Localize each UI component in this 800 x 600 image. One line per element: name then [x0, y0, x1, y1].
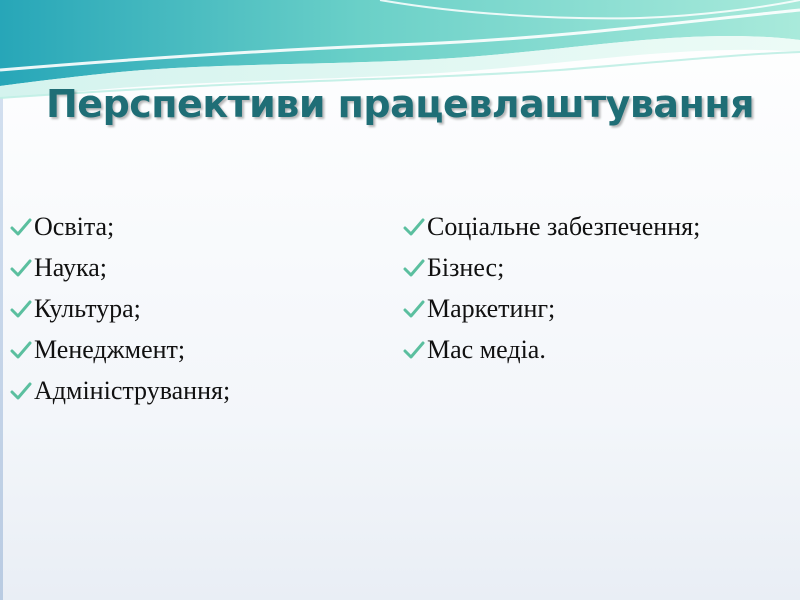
checkmark-icon: [10, 217, 32, 237]
checkmark-icon: [403, 299, 425, 319]
checkmark-icon: [403, 217, 425, 237]
left-bullet-list: [10, 206, 230, 411]
list-item-label: Освіта;: [34, 211, 115, 241]
list-item: [403, 288, 700, 329]
list-item: [10, 329, 230, 370]
checkmark-icon: [403, 340, 425, 360]
right-bullet-list: [403, 206, 700, 370]
checkmark-icon: [10, 299, 32, 319]
checkmark-icon: [403, 258, 425, 278]
checkmark-icon: [10, 381, 32, 401]
list-item: [403, 247, 700, 288]
list-item: [10, 206, 230, 247]
checkmark-icon: [10, 258, 32, 278]
list-item: [10, 370, 230, 411]
list-item: [403, 206, 700, 247]
list-item-label: Соціальне забезпечення;: [427, 211, 701, 241]
list-item-label: Культура;: [34, 293, 141, 323]
list-item-label: Менеджмент;: [34, 334, 186, 364]
list-item-label: Бізнес;: [427, 252, 505, 282]
list-item: [403, 329, 700, 370]
list-item-label: Наука;: [34, 252, 107, 282]
list-item-label: Адміністрування;: [34, 375, 231, 405]
list-item: [10, 288, 230, 329]
slide-title: Перспективи працевлаштування: [46, 82, 754, 126]
list-item-label: Маркетинг;: [427, 293, 556, 323]
list-item-label: Мас медіа.: [427, 334, 546, 364]
list-item: [10, 247, 230, 288]
checkmark-icon: [10, 340, 32, 360]
